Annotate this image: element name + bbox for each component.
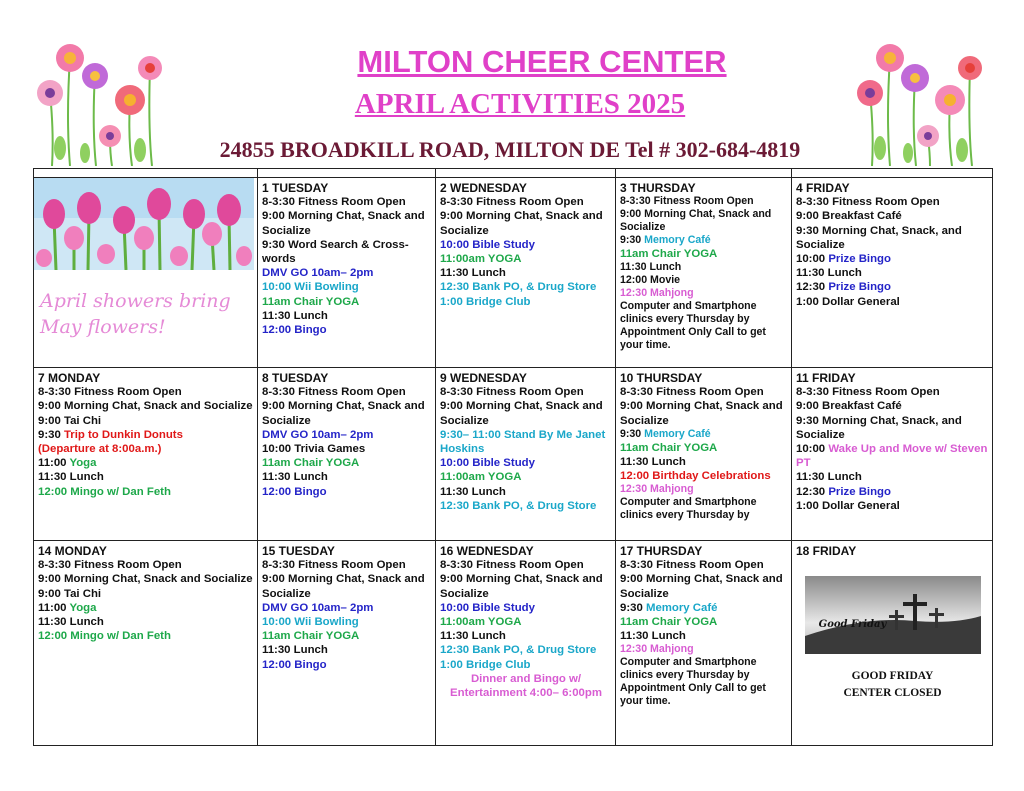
activity-line: 11:30 Lunch xyxy=(262,644,328,657)
activity-line: 12:00 Mingo w/ Dan Feth xyxy=(38,485,171,498)
month-title: APRIL ACTIVITIES 2025 xyxy=(354,88,686,120)
day-heading: 9 WEDNESDAY xyxy=(440,371,527,385)
activity-line: 9:30 Morning Chat, Snack, and Socialize xyxy=(796,224,962,251)
activity-line: 11:00am YOGA xyxy=(440,616,522,629)
activity-line: 12:00 Bingo xyxy=(262,485,327,498)
activity-line: 11:30 Lunch xyxy=(620,261,682,274)
day-cell xyxy=(258,178,436,368)
activity-line: 12:00 Birthday Celebrations xyxy=(620,470,771,483)
activity-line: 9:00 Morning Chat, Snack and Socialize xyxy=(440,400,603,427)
activity-line: 8-3:30 Fitness Room Open xyxy=(262,386,406,399)
activity-line: 11:30 Lunch xyxy=(796,471,862,484)
day-heading: 1 TUESDAY xyxy=(262,181,329,195)
day-cell xyxy=(34,541,258,746)
activity-time: 9:30 xyxy=(38,428,64,441)
activity-line: 11:30 Lunch xyxy=(620,630,686,643)
activity-line xyxy=(620,601,788,615)
day-cell xyxy=(616,178,792,368)
activity-line: DMV GO 10am– 2pm xyxy=(262,428,374,441)
center-closed-notice: GOOD FRIDAY CENTER CLOSED xyxy=(843,670,942,700)
day-heading: 18 FRIDAY xyxy=(796,544,857,558)
activity-line: 12:30 Bank PO, & Drug Store xyxy=(440,644,597,657)
day-heading: 8 TUESDAY xyxy=(262,371,329,385)
activity-time: 9:30 xyxy=(620,427,645,440)
activity-line: 9:00 Breakfast Café xyxy=(796,400,902,413)
calendar-top-rule xyxy=(34,169,993,178)
activity-line xyxy=(796,442,989,470)
activity-line: 9:00 Morning Chat, Snack and Socialize xyxy=(620,573,783,600)
activity-line: 1:00 Bridge Club xyxy=(440,295,531,308)
flowers-left-illustration xyxy=(30,38,170,166)
day-heading: 4 FRIDAY xyxy=(796,181,850,195)
activity-name: Memory Café xyxy=(644,427,711,440)
activity-name: Yoga xyxy=(69,457,97,470)
activity-line: 11:30 Lunch xyxy=(262,309,328,322)
activity-line: 11:30 Lunch xyxy=(440,630,506,643)
activity-line: 8-3:30 Fitness Room Open xyxy=(38,386,182,399)
activity-line: 11:00am YOGA xyxy=(440,471,522,484)
activity-line: 8-3:30 Fitness Room Open xyxy=(262,559,406,572)
april-showers-quote: April showers bring May flowers! xyxy=(40,290,231,338)
day-cell xyxy=(258,368,436,541)
activity-line: 11am Chair YOGA xyxy=(262,457,360,470)
intro-cell xyxy=(34,178,258,368)
activity-line: 8-3:30 Fitness Room Open xyxy=(620,195,754,208)
day-heading: 16 WEDNESDAY xyxy=(440,544,534,558)
activity-line: 9:00 Morning Chat, Snack and Socialize xyxy=(440,210,603,237)
activity-line: 11am Chair YOGA xyxy=(262,630,360,643)
activity-line: 9:30 Morning Chat, Snack, and Socialize xyxy=(796,414,962,441)
activity-time: 12:30 xyxy=(796,485,829,498)
activity-line: 9:00 Tai Chi xyxy=(38,414,102,427)
tulips-photo xyxy=(34,178,254,270)
activity-line: Computer and Smartphone clinics every Thursday by xyxy=(620,496,757,522)
activity-time: 10:00 xyxy=(796,443,829,456)
day-heading: 7 MONDAY xyxy=(38,371,101,385)
day-heading: 3 THURSDAY xyxy=(620,181,696,195)
activity-line: 9:00 Morning Chat, Snack and Socialize xyxy=(262,400,425,427)
activity-line xyxy=(38,428,254,442)
day-cell xyxy=(34,368,258,541)
activity-line xyxy=(796,485,989,499)
day-heading: 17 THURSDAY xyxy=(620,544,703,558)
activity-line: 10:00 Bible Study xyxy=(440,601,535,614)
activity-line: 11am Chair YOGA xyxy=(620,441,718,454)
activity-line: 1:00 Dollar General xyxy=(796,499,900,512)
activity-line: 11:30 Lunch xyxy=(38,616,104,629)
activity-line: 9:00 Breakfast Café xyxy=(796,210,902,223)
week-row xyxy=(34,178,993,368)
activity-name: Prize Bingo xyxy=(828,281,891,294)
activity-line: (Departure at 8:00a.m.) xyxy=(38,443,162,456)
activity-line: 11:30 Lunch xyxy=(440,485,506,498)
activity-line: 8-3:30 Fitness Room Open xyxy=(620,386,764,399)
activity-line xyxy=(796,280,989,294)
activity-line xyxy=(38,601,254,615)
activity-line: 9:00 Morning Chat, Snack and Socialize xyxy=(38,400,253,413)
activity-line: 11am Chair YOGA xyxy=(620,248,718,261)
activity-line: 8-3:30 Fitness Room Open xyxy=(620,559,764,572)
day-cell xyxy=(436,368,616,541)
activity-time: 10:00 xyxy=(796,253,829,266)
activity-line xyxy=(38,456,254,470)
day-cell xyxy=(436,178,616,368)
activity-line: 12:30 Mahjong xyxy=(620,287,694,300)
day-cell xyxy=(792,368,993,541)
activity-line: 12:30 Mahjong xyxy=(620,643,694,656)
activity-name: Yoga xyxy=(69,601,97,614)
activity-line: 9:00 Morning Chat, Snack and Socialize xyxy=(620,208,772,234)
day-cell xyxy=(436,541,616,746)
activity-line: 12:00 Movie xyxy=(620,274,681,287)
activity-time: 11:00 xyxy=(38,601,70,614)
activity-line: 12:00 Mingo w/ Dan Feth xyxy=(38,630,171,643)
good-friday-block xyxy=(796,576,989,702)
activity-line: 9:00 Morning Chat, Snack and Socialize xyxy=(440,573,603,600)
flowers-right-illustration xyxy=(850,38,990,166)
activity-line: 9:00 Morning Chat, Snack and Socialize xyxy=(262,573,425,600)
activity-line: 11:30 Lunch xyxy=(620,456,686,469)
activity-name: Wake Up and Move w/ Steven PT xyxy=(796,443,988,470)
activity-line: 10:00 Bible Study xyxy=(440,457,535,470)
day-heading: 2 WEDNESDAY xyxy=(440,181,527,195)
activity-line: 9:30 Word Search & Cross-words xyxy=(262,238,409,266)
activity-line: 11:30 Lunch xyxy=(38,471,104,484)
activity-line: 12:00 Bingo xyxy=(262,658,327,671)
activity-line: 8-3:30 Fitness Room Open xyxy=(796,196,940,209)
activity-name: Memory Café xyxy=(644,234,711,247)
activity-line: 11:00am YOGA xyxy=(440,253,522,266)
activity-line: 8-3:30 Fitness Room Open xyxy=(440,386,584,399)
activity-time: 9:30 xyxy=(620,234,645,247)
week-row xyxy=(34,541,993,746)
activity-line: 8-3:30 Fitness Room Open xyxy=(440,196,584,209)
day-cell xyxy=(258,541,436,746)
activity-line: Dinner and Bingo w/ Entertainment 4:00– 6:00pm xyxy=(450,672,602,700)
activity-line: 1:00 Bridge Club xyxy=(440,658,531,671)
activity-line: 9:00 Morning Chat, Snack and Socialize xyxy=(38,573,253,586)
activity-line: 8-3:30 Fitness Room Open xyxy=(262,196,406,209)
activity-line: 8-3:30 Fitness Room Open xyxy=(38,559,182,572)
activity-line: 9:00 Tai Chi xyxy=(38,587,102,600)
activity-line: 10:00 Trivia Games xyxy=(262,443,366,456)
crosses-illustration xyxy=(805,576,981,654)
activity-line: 9:00 Morning Chat, Snack and Socialize xyxy=(262,210,425,237)
day-cell xyxy=(616,541,792,746)
activity-line: Computer and Smartphone clinics every Thursday by Appointment Only Call to get your time. xyxy=(620,300,766,352)
activity-time: 9:30 xyxy=(620,601,646,614)
activity-time: 11:00 xyxy=(38,457,70,470)
activity-line: 12:00 Bingo xyxy=(262,324,327,337)
activity-line xyxy=(620,234,788,247)
activity-name: Prize Bingo xyxy=(828,253,891,266)
activity-line: 11:30 Lunch xyxy=(440,267,506,280)
day-heading: 14 MONDAY xyxy=(38,544,107,558)
activity-line: DMV GO 10am– 2pm xyxy=(262,267,374,280)
address-line: 24855 BROADKILL ROAD, MILTON DE Tel # 302-684-4819 xyxy=(219,137,801,162)
activity-line: 11:30 Lunch xyxy=(262,471,328,484)
activity-line: 8-3:30 Fitness Room Open xyxy=(796,386,940,399)
activity-line: 11am Chair YOGA xyxy=(262,295,360,308)
week-row xyxy=(34,368,993,541)
activity-line: 12:30 Mahjong xyxy=(620,483,694,496)
activity-line: 8-3:30 Fitness Room Open xyxy=(440,559,584,572)
day-heading: 15 TUESDAY xyxy=(262,544,335,558)
activity-name: Memory Café xyxy=(645,601,718,614)
activity-line: 11am Chair YOGA xyxy=(620,616,718,629)
activity-line: 10:00 Bible Study xyxy=(440,238,535,251)
activity-line: 1:00 Dollar General xyxy=(796,295,900,308)
activity-line: 12:30 Bank PO, & Drug Store xyxy=(440,281,597,294)
activity-line: 9:00 Morning Chat, Snack and Socialize xyxy=(620,400,783,427)
activity-line: DMV GO 10am– 2pm xyxy=(262,601,374,614)
center-name: MILTON CHEER CENTER xyxy=(357,44,727,79)
activity-line xyxy=(620,428,788,441)
activity-name: Prize Bingo xyxy=(828,485,891,498)
activity-line: 10:00 Wii Bowling xyxy=(262,616,359,629)
activity-line: 12:30 Bank PO, & Drug Store xyxy=(440,499,597,512)
activity-name: Trip to Dunkin Donuts xyxy=(63,428,183,441)
activity-line: 11:30 Lunch xyxy=(796,267,862,280)
day-cell xyxy=(792,178,993,368)
day-heading: 10 THURSDAY xyxy=(620,371,703,385)
activity-line: 10:00 Wii Bowling xyxy=(262,281,359,294)
day-cell xyxy=(792,541,993,746)
activity-line: Computer and Smartphone clinics every Thursday by Appointment Only Call to get your time. xyxy=(620,656,766,708)
day-heading: 11 FRIDAY xyxy=(796,371,856,385)
activity-line xyxy=(796,252,989,266)
calendar-table xyxy=(33,168,993,746)
activity-line: 9:30– 11:00 Stand By Me Janet Hoskins xyxy=(440,428,606,456)
day-cell xyxy=(616,368,792,541)
activity-time: 12:30 xyxy=(796,281,829,294)
